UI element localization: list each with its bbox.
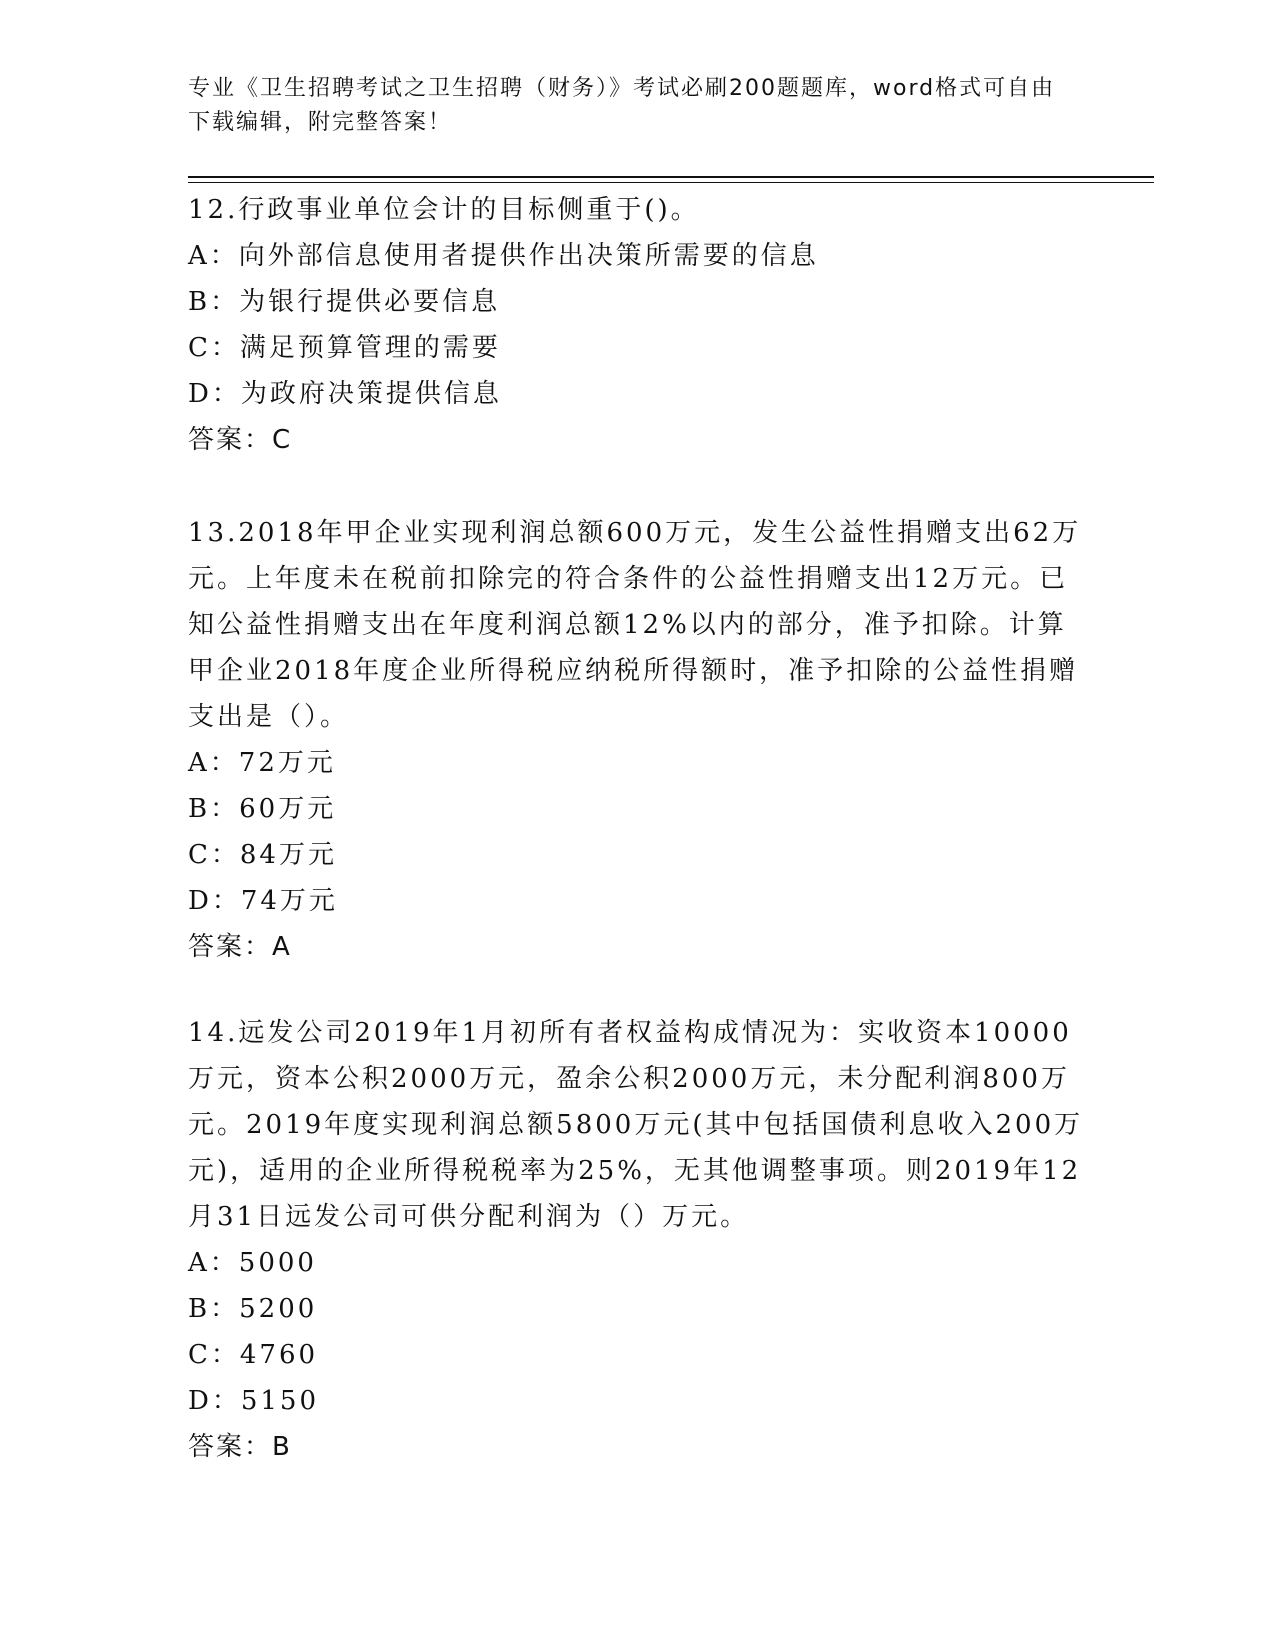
question-stem: 12.行政事业单位会计的目标侧重于()。 [188, 195, 700, 225]
answer: 答案：C [188, 425, 293, 455]
question-stem: 14.远发公司2019年1月初所有者权益构成情况为：实收资本10000万元，资本公积2000万元，盈余公积2000万元，未分配利润800万元。2019年度实现利润总额5800万元(其中包括国债利息收入200万元)，适用的企业所得税税率为25%，无其他调整事项。则2019年12月31日远发公司可供分配利润为（）万元。 [188, 1018, 1084, 1232]
option-c: C：满足预算管理的需要 [188, 333, 501, 363]
question-stem: 13.2018年甲企业实现利润总额600万元，发生公益性捐赠支出62万元。上年度未在税前扣除完的符合条件的公益性捐赠支出12万元。已知公益性捐赠支出在年度利润总额12%以内的部分，准予扣除。计算甲企业2018年度企业所得税应纳税所得额时，准予扣除的公益性捐赠支出是（）。 [188, 518, 1082, 732]
question-13 [188, 510, 1088, 970]
option-b: B：5200 [188, 1294, 318, 1324]
answer: 答案：B [188, 1432, 292, 1462]
option-c: C：4760 [188, 1340, 319, 1370]
option-c: C：84万元 [188, 840, 337, 870]
question-14 [188, 1010, 1088, 1470]
document-header: 专业《卫生招聘考试之卫生招聘（财务）》考试必刷200题题库，word格式可自由下载编辑，附完整答案！ [188, 76, 1056, 135]
header-divider-thick [188, 176, 1154, 178]
option-b: B：为银行提供必要信息 [188, 287, 501, 317]
option-b: B：60万元 [188, 794, 337, 824]
question-12 [188, 187, 1088, 463]
option-a: A：72万元 [188, 748, 336, 778]
option-a: A：5000 [188, 1248, 317, 1278]
answer: 答案：A [188, 932, 292, 962]
option-a: A：向外部信息使用者提供作出决策所需要的信息 [188, 241, 819, 271]
header-divider-thin [188, 182, 1154, 183]
option-d: D：为政府决策提供信息 [188, 379, 502, 409]
option-d: D：5150 [188, 1386, 320, 1416]
option-d: D：74万元 [188, 886, 338, 916]
